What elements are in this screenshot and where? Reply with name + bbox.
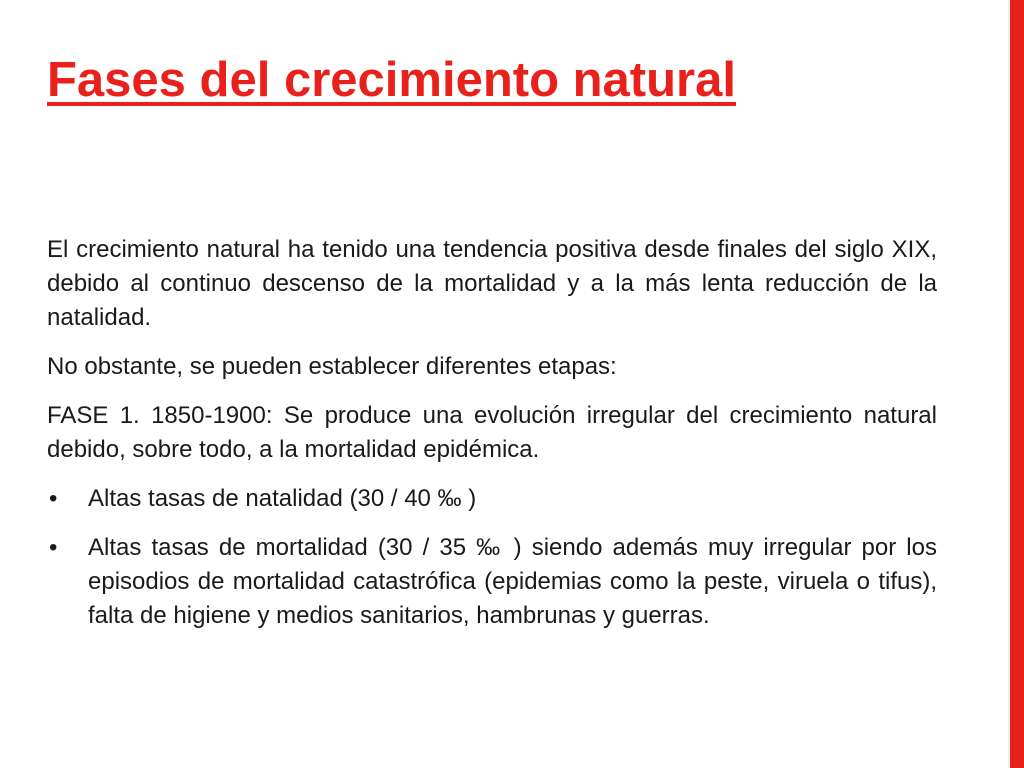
slide-title: Fases del crecimiento natural bbox=[47, 53, 736, 107]
bullet-text-natality: Altas tasas de natalidad (30 / 40 ‰ ) bbox=[88, 485, 477, 512]
bullet-icon: • bbox=[49, 534, 58, 561]
bullet-list bbox=[47, 482, 937, 633]
slide-body bbox=[47, 233, 937, 648]
list-item bbox=[47, 482, 937, 516]
paragraph-intro: El crecimiento natural ha tenido una tendencia positiva desde finales del siglo XIX, debido al continuo descenso de la mortalidad y a la más lenta reducción de la natalidad. bbox=[47, 236, 937, 331]
paragraph-phase-1: FASE 1. 1850-1900: Se produce una evolución irregular del crecimiento natural debido, sobre todo, a la mortalidad epidémica. bbox=[47, 402, 937, 463]
right-accent-bar bbox=[1010, 0, 1024, 768]
bullet-text-mortality: Altas tasas de mortalidad (30 / 35 ‰ ) siendo además muy irregular por los episodios de mortalidad catastrófica (epidemias como la peste, viruela o tifus), falta de higiene y medios sanitarios, hambrunas y guerras. bbox=[88, 534, 937, 629]
list-item bbox=[47, 531, 937, 633]
bullet-icon: • bbox=[49, 485, 58, 512]
paragraph-stages: No obstante, se pueden establecer diferentes etapas: bbox=[47, 353, 617, 380]
